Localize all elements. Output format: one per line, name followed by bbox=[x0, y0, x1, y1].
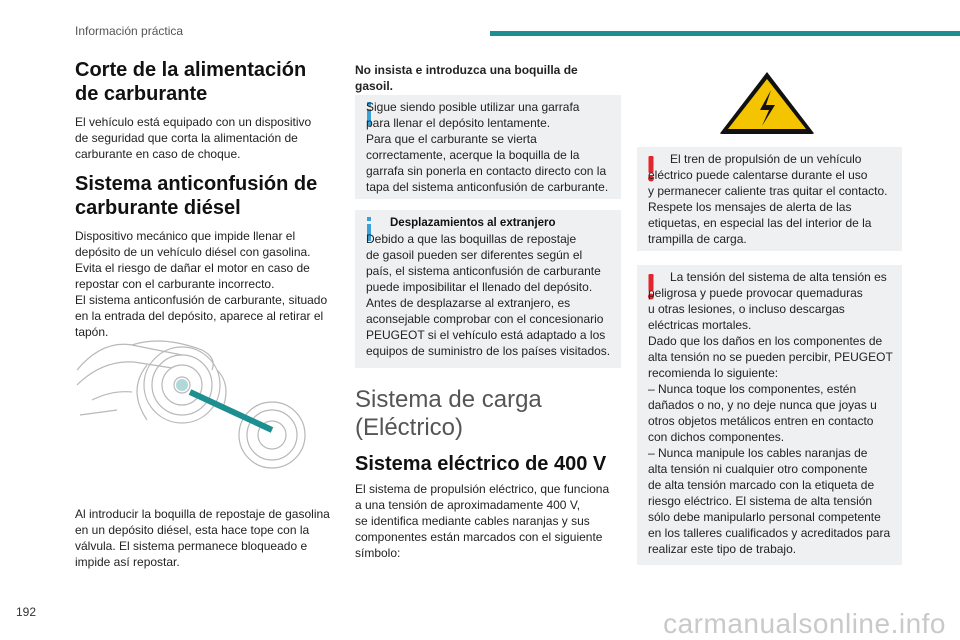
info-garrafa-text: Sigue siendo posible utilizar una garrafa para llenar el depósito lentamente. Para que el carburante se vierta correctamente, acerque la boquilla de la garrafa sin ponerla en contacto directo con la tapa del sistema anticonfusión de carburante. bbox=[366, 100, 609, 194]
paragraph-introducir: Al introducir la boquilla de repostaje de gasolina en un depósito diésel, esta hace tope con la válvula. El sistema permanece bloqueado e impide así repostar. bbox=[75, 507, 330, 569]
header-accent-bar bbox=[490, 31, 960, 36]
header-section-label: Información práctica bbox=[75, 24, 184, 38]
alert-box-alta-tension bbox=[637, 265, 902, 565]
fuel-filler-illustration bbox=[72, 330, 332, 480]
column-1 bbox=[75, 58, 335, 340]
alert-box-calentamiento bbox=[637, 147, 902, 251]
paragraph-400v: El sistema de propulsión eléctrico, que funciona a una tensión de aproximadamente 400 V, se identifica mediante cables naranjas y sus componentes están marcados con el siguiente símbolo: bbox=[355, 482, 610, 560]
info-box-extranjero bbox=[355, 210, 621, 368]
high-voltage-warning-icon bbox=[718, 70, 816, 136]
alert-alta-tension-text: La tensión del sistema de alta tensión es peligrosa y puede provocar quemaduras u otras lesiones, o incluso descargas eléctricas mortales. Dado que los daños en los componentes de alta tensión no se pueden percibir, PEUGEOT recomienda lo siguiente: – Nunca toque los componentes, estén dañados o no, y no deje nunca que joyas u otros objetos metálicos entren en contacto con dichos componentes. – Nunca manipule los cables naranjas de alta tensión ni cualquier otro componente de alta tensión marcado con la etiqueta de riesgo eléctrico. El sistema de alta tensión sólo debe manipularlo personal competente en los talleres cualificados y acreditados para realizar este tipo de trabajo. bbox=[648, 270, 893, 556]
alert-calentamiento-text: El tren de propulsión de un vehículo eléctrico puede calentarse durante el uso y permanecer caliente tras quitar el contacto. Respete los mensajes de alerta de las etiquetas, en especial las del interior de la trampilla de carga. bbox=[648, 152, 888, 246]
heading-corte: Corte de la alimentación de carburante bbox=[75, 59, 307, 105]
page-number: 192 bbox=[16, 605, 37, 619]
section-title-sistema-carga: Sistema de carga (Eléctrico) bbox=[355, 386, 542, 441]
info-extranjero-text: Debido a que las boquillas de repostaje de gasoil pueden ser diferentes según el país, el sistema anticonfusión de carburante puede imposibilitar el llenado del depósito. Antes de desplazarse al extranjero, es aconsejable comprobar con el concesionario PEUGEOT si el vehículo está adaptado a los equipos de suministro de los países visitados. bbox=[366, 232, 611, 358]
paragraph-no-insista: No insista e introduzca una boquilla de gasoil. bbox=[355, 63, 578, 93]
paragraph-sistema-anticonfusion: Dispositivo mecánico que impide llenar el depósito de un vehículo diésel con gasolina. Evita el riesgo de dañar el motor en caso de repostar con el carburante incorrecto. El sistema anticonfusión de carburante, situado en la entrada del depósito, aparece al retirar el tapón. bbox=[75, 229, 328, 339]
info-box-garrafa bbox=[355, 95, 621, 199]
paragraph-corte: El vehículo está equipado con un dispositivo de seguridad que corta la alimentación de carburante en caso de choque. bbox=[75, 115, 312, 161]
heading-sistema-anticonfusion: Sistema anticonfusión de carburante diésel bbox=[75, 173, 318, 219]
watermark: carmanualsonline.info bbox=[663, 608, 946, 639]
info-extranjero-title: Desplazamientos al extranjero bbox=[390, 217, 556, 229]
heading-400v: Sistema eléctrico de 400 V bbox=[355, 453, 607, 475]
